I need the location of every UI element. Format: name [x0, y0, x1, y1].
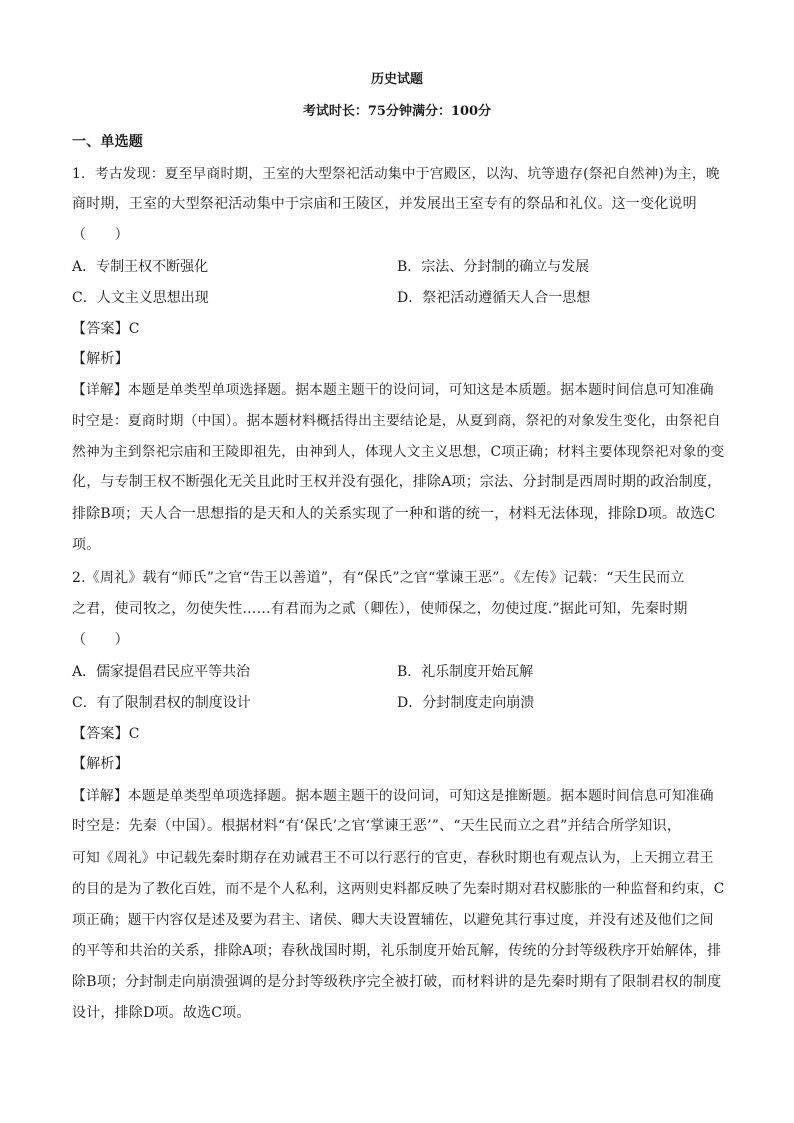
question-stem-line: 1．考古发现：夏至早商时期，王室的大型祭祀活动集中于宫殿区，以沟、坑等遗存(祭祀自然神)为主，晚: [72, 166, 720, 182]
option-a: A．专制王权不断强化: [72, 259, 209, 275]
section-title: 一、单选题: [72, 134, 143, 150]
answer-label: 【答案】C: [72, 321, 140, 337]
question-stem-line: 之君，使司牧之，勿使失性……有君而为之贰（卿佐），使师保之，勿使过度.”据此可知，先秦时期: [72, 601, 688, 617]
answer-label: 【答案】C: [72, 726, 140, 742]
analysis-label: 【解析】: [72, 756, 129, 772]
detail-line: 时空是：先秦（中国）。根据材料“有‘保氏’之官‘掌谏王恶’”、“天生民而立之君”并结合所学知识，: [72, 818, 682, 834]
option-c: C．人文主义思想出现: [72, 290, 209, 306]
document-title: 历史试题: [370, 72, 423, 87]
option-d: D．分封制度走向崩溃: [397, 695, 535, 711]
answer-blank: （ ）: [72, 227, 129, 243]
detail-line: 设计，排除D项。故选C项。: [72, 1005, 251, 1021]
option-a: A．儒家提倡君民应平等共治: [72, 664, 251, 680]
detail-line: 化，与专制王权不断强化无关且此时王权并没有强化，排除A项；宗法、分封制是西周时期的政治制度，: [72, 474, 722, 490]
option-c: C．有了限制君权的制度设计: [72, 695, 251, 711]
detail-line: 的目的是为了教化百姓，而不是个人私利，这两则史料都反映了先秦时期对君权膨胀的一种监督和约束，C: [72, 881, 725, 897]
detail-line: 可知《周礼》中记载先秦时期存在劝诫君王不可以行恶行的官吏，春秋时期也有观点认为，上天拥立君王: [72, 850, 714, 866]
detail-line: 时空是：夏商时期（中国）。据本题材料概括得出主要结论是，从夏到商，祭祀的对象发生变化，由祭祀自: [72, 413, 721, 429]
question-stem-line: 商时期，王室的大型祭祀活动集中于宗庙和王陵区，并发展出王室专有的祭品和礼仪。这一变化说明: [72, 196, 697, 212]
detail-line: 然神为主到祭祀宗庙和王陵即祖先，由神到人，体现人文主义思想，C项正确；材料主要体现祭祀对象的变: [72, 444, 725, 460]
detail-line: 【详解】本题是单类型单项选择题。据本题主题干的设问词，可知这是推断题。据本题时间信息可知准确: [72, 788, 714, 804]
detail-line: 【详解】本题是单类型单项选择题。据本题主题干的设问词，可知这是本质题。据本题时间信息可知准确: [72, 382, 714, 398]
option-b: B．礼乐制度开始瓦解: [397, 664, 534, 680]
option-d: D．祭祀活动遵循天人合一思想: [397, 290, 591, 306]
detail-line: 项正确；题干内容仅是述及要为君主、诸侯、卿大夫设置辅佐，以避免其行事过度，并没有述及他们之间: [72, 912, 714, 928]
detail-line: 的平等和共治的关系，排除A项；春秋战国时期，礼乐制度开始瓦解，传统的分封等级秩序开始解体，排: [72, 943, 722, 959]
detail-line: 排除B项；天人合一思想指的是天和人的关系实现了一种和谐的统一，材料无法体现，排除D项。故选C: [72, 506, 716, 522]
detail-line: 项。: [72, 537, 101, 553]
analysis-label: 【解析】: [72, 351, 129, 367]
exam-info: 考试时长：75分钟满分：100分: [302, 104, 492, 119]
question-stem-line: 2.《周礼》载有“师氏”之官“告王以善道”，有“保氏”之官“掌谏王恶”。《左传》记载：“天生民而立: [72, 570, 685, 586]
answer-blank: （ ）: [72, 632, 129, 648]
option-b: B．宗法、分封制的确立与发展: [397, 259, 590, 275]
detail-line: 除B项；分封制走向崩溃强调的是分封等级秩序完全被打破，而材料讲的是先秦时期有了限制君权的制度: [72, 974, 722, 990]
